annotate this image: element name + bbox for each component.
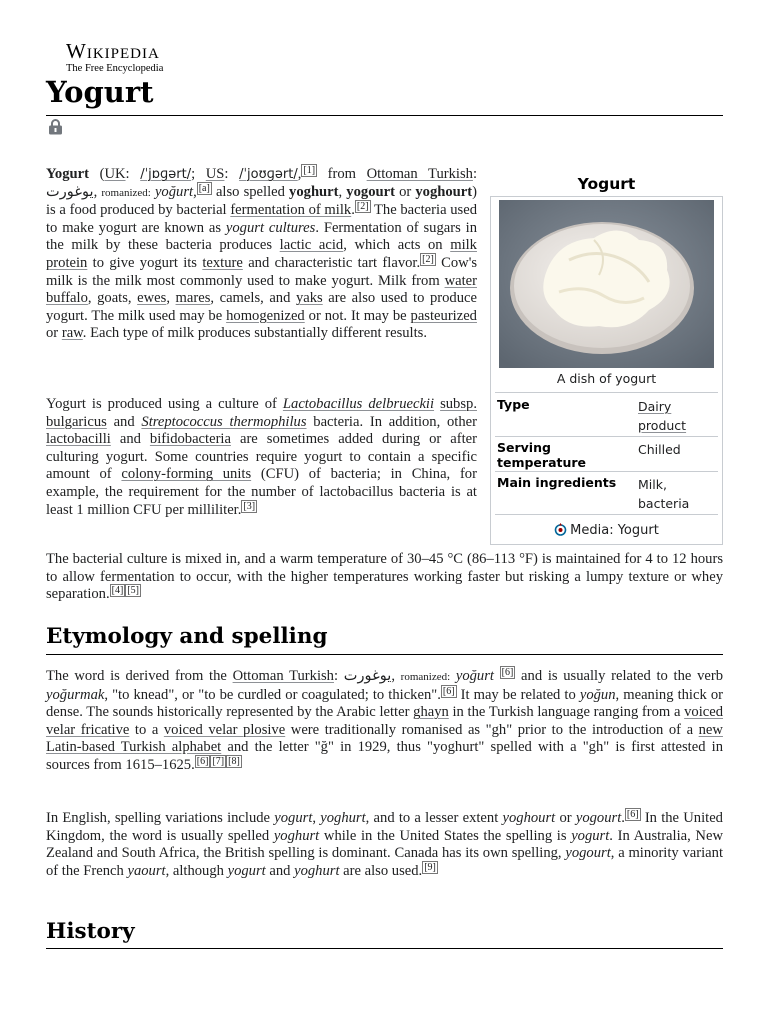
ref-link[interactable]: [7] xyxy=(212,755,225,767)
yogurt-dish-image[interactable] xyxy=(499,200,714,368)
infobox-caption: A dish of yogurt xyxy=(556,371,657,386)
arabic-script: يوغورت xyxy=(46,183,94,200)
infobox xyxy=(490,170,723,545)
ref-link[interactable]: [2] xyxy=(422,253,434,265)
yaks-link[interactable]: yaks xyxy=(295,290,323,307)
row-value: Milk, bacteria xyxy=(638,477,690,511)
intro-paragraph-3: The bacterial culture is mixed in, and a warm temperature of 30–45 °C (86–113 °F) is maintained for 4 to 12 hours to allow fermentation to occur, with the higher temperatures working faster but risking a lumpy texture or whey separation. [4] [5] xyxy=(46,551,723,603)
lock-icon[interactable] xyxy=(48,119,63,135)
ghayn-link[interactable]: ghayn xyxy=(413,704,449,721)
term-yogurt: Yogurt xyxy=(46,166,89,182)
mares-link[interactable]: mares xyxy=(175,290,211,307)
fermentation-link[interactable]: fermentation of milk xyxy=(230,202,352,219)
ottoman-turkish-link[interactable]: Ottoman Turkish xyxy=(232,668,334,684)
section-divider xyxy=(46,948,723,949)
ref-link[interactable]: [1] xyxy=(303,165,316,176)
row-label: Type xyxy=(497,397,530,412)
infobox-row-main-ingredients xyxy=(495,471,718,511)
ref-link[interactable]: [9] xyxy=(424,861,436,873)
us-link[interactable]: US xyxy=(205,166,225,182)
row-label: Main ingredients xyxy=(497,475,617,490)
section-heading-etymology: Etymology and spelling xyxy=(46,624,328,649)
raw-milk-link[interactable]: raw xyxy=(61,325,83,342)
homogenized-link[interactable]: homogenized xyxy=(226,307,305,324)
intro-paragraph-1: Yogurt (UK: /ˈjɒɡərt/; US: /ˈjoʊɡərt/, [1] from Ottoman Turkish: يوغورت, romanized: yoğurt, [a] also spelled yoghurt, yogourt or yoghourt) is a food produced by bacterial fermentation of milk. [2] The bacteria used to make yogurt are known as yogurt cultures. Fermentation of sugars in the milk by these bacteria produces lactic acid, which acts on milk protein to give yogurt its texture and characteristic tart flavor. [2] Cow's milk is the milk most commonly used to make yogurt. Milk from water buffalo, goats, ewes, mares, camels, and yaks are also used to produce yogurt. The milk used may be homogenized or not. It may be pasteurized or raw. Each type of milk produces substantially different results. xyxy=(46,165,478,342)
section-divider xyxy=(46,654,723,655)
row-value[interactable]: Dairy product xyxy=(638,399,687,433)
title-divider xyxy=(46,115,723,116)
lactic-acid-link[interactable]: lactic acid xyxy=(279,237,344,254)
voiced-velar-plosive-link[interactable]: voiced velar plosive xyxy=(163,721,286,738)
milk-protein-link[interactable]: milk protein xyxy=(46,237,477,271)
bulgaricus-link[interactable]: subsp. bulgaricus xyxy=(46,396,477,430)
water-buffalo-link[interactable]: water buffalo xyxy=(46,272,477,307)
turkish-alphabet-link[interactable]: new Latin-based Turkish alphabet xyxy=(46,721,723,756)
ref-link[interactable]: [6] xyxy=(442,685,455,697)
uk-pronunciation[interactable]: /ˈjɒɡərt/ xyxy=(140,167,192,182)
note-link[interactable]: [a] xyxy=(198,182,210,194)
row-value: Chilled xyxy=(638,442,681,457)
cfu-link[interactable]: colony-forming units xyxy=(121,466,252,483)
infobox-row-serving-temperature xyxy=(495,436,718,470)
infobox-title: Yogurt xyxy=(577,175,636,193)
media-link[interactable]: Media: Yogurt xyxy=(490,523,723,538)
arabic-script: يوغورت xyxy=(343,668,392,684)
ref-link[interactable]: [5] xyxy=(127,585,139,597)
page-title: Yogurt xyxy=(46,75,154,109)
ewes-link[interactable]: ewes xyxy=(137,290,167,307)
lactobacilli-link[interactable]: lactobacilli xyxy=(46,431,111,448)
commons-icon xyxy=(554,523,567,536)
etymology-paragraph-2: In English, spelling variations include yogurt, yoghurt, and to a lesser extent yoghourt or yogourt. [6] In the United Kingdom, the word is usually spelled yoghurt while in the United States the spelling is yogurt. In Australia, New Zealand and South Africa, the British spelling is dominant. Canada has its own spelling, yogourt, a minority variant of the French yaourt, although yogurt and yoghurt are also used. [9] xyxy=(46,809,723,879)
ref-link[interactable]: [6] xyxy=(196,755,209,767)
ref-link[interactable]: [2] xyxy=(356,201,369,213)
pasteurized-link[interactable]: pasteurized xyxy=(410,307,477,324)
ref-link[interactable]: [6] xyxy=(501,667,514,678)
logo-wordmark: Wikipedia xyxy=(66,39,160,63)
wikipedia-logo[interactable] xyxy=(66,40,163,74)
ref-link[interactable]: [6] xyxy=(626,809,639,820)
ref-link[interactable]: [3] xyxy=(243,500,256,512)
uk-link[interactable]: UK xyxy=(104,166,126,182)
intro-paragraph-2: Yogurt is produced using a culture of Lactobacillus delbrueckii subsp. bulgaricus and Streptococcus thermophilus bacteria. In addition, other lactobacilli and bifidobacteria are sometimes added during or after culturing yogurt. Some countries require yogurt to contain a specific amount of colony-forming units (CFU) of bacteria; in China, for example, the requirement for the number of lactobacillus bacteria is at least 1 million CFU per milliliter. [3] xyxy=(46,396,477,518)
section-heading-history: History xyxy=(46,919,135,944)
infobox-divider xyxy=(495,514,718,515)
etymology-paragraph-1: The word is derived from the Ottoman Turkish: يوغورت, romanized: yoğurt [6] and is usually related to the verb yoğurmak, "to knead", or "to be curdled or coagulated; to thicken". [6] It may be related to yoğun, meaning thick or dense. The sounds historically represented by the Arabic letter ghayn in the Turkish language ranging from a voiced velar fricative to a voiced velar plosive were traditionally romanised as "gh" prior to the introduction of a new Latin-based Turkish alphabet and the letter "ğ" in 1929, thus "yoghurt" spelled with a "gh" is first attested in sources from 1615–1625. [6] [7] [8] xyxy=(46,667,724,773)
ref-link[interactable]: [4] xyxy=(111,585,124,597)
texture-link[interactable]: texture xyxy=(202,254,243,271)
streptococcus-link[interactable]: Streptococcus thermophilus xyxy=(141,413,307,430)
ottoman-turkish-link[interactable]: Ottoman Turkish xyxy=(366,166,473,182)
us-pronunciation[interactable]: /ˈjoʊɡərt/ xyxy=(239,167,298,182)
ref-link[interactable]: [8] xyxy=(228,755,240,767)
bifidobacteria-link[interactable]: bifidobacteria xyxy=(149,431,231,448)
lactobacillus-link[interactable]: Lactobacillus delbrueckii xyxy=(282,396,435,412)
infobox-row-type xyxy=(495,392,718,433)
logo-tagline: The Free Encyclopedia xyxy=(66,63,164,74)
voiced-velar-fricative-link[interactable]: voiced velar fricative xyxy=(46,704,724,738)
row-label: Serving temperature xyxy=(497,440,587,470)
